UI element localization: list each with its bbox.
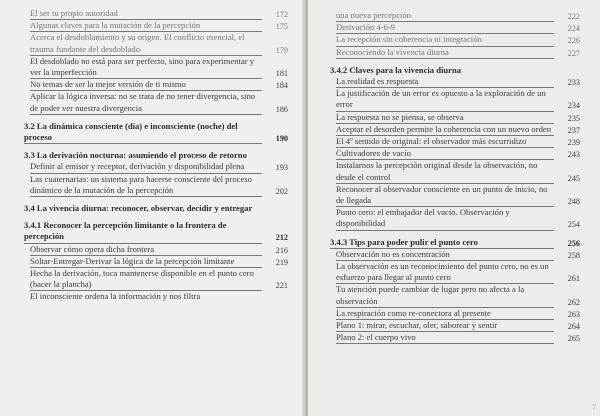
toc-entry (330, 22, 580, 34)
toc-entry (24, 8, 288, 20)
toc-page-number: 224 (567, 24, 580, 34)
toc-entry (24, 79, 288, 91)
toc-entry-title: Instalarnos la percepción original desde la observación, no desde el control (336, 160, 554, 183)
toc-page-number: 193 (275, 163, 288, 173)
toc-entry (24, 174, 288, 197)
toc-page-number: 234 (567, 101, 580, 111)
toc-heading (24, 150, 288, 161)
toc-heading (24, 121, 288, 144)
toc-page-number: 202 (275, 186, 288, 196)
toc-entry-title: Plano 1: mirar, escuchar, oler, saborear y sentir (336, 320, 554, 332)
toc-entry-title: Observación no es concentración (336, 249, 554, 261)
toc-entry-title: Algunas claves para la mutación de la percepción (30, 20, 262, 32)
toc-page-number: 186 (275, 104, 288, 114)
toc-page-number: 179 (275, 45, 288, 55)
toc-page-number: 175 (275, 22, 288, 32)
toc-heading (330, 65, 580, 76)
toc-page-number: 226 (567, 36, 580, 46)
toc-page-number: 239 (567, 138, 580, 148)
right-page (308, 0, 600, 416)
toc-entry-title: Aplicar la lógica inversa: no se trata de no tener divergencia, sino de poder ver nuestra divergencia (30, 91, 262, 114)
toc-page-number: 221 (275, 281, 288, 291)
toc-page-number: 264 (567, 322, 580, 332)
toc-entry-title: Cultivadores de vacío (336, 148, 554, 160)
toc-entry-title: Acerca el desdoblamiento y su origen. El conflicto esencial, el trauma fundante del desdoblado (30, 32, 262, 55)
toc-entry-title: El inconsciente ordena la información y nos filtra (30, 291, 201, 302)
toc-page-number: 243 (567, 150, 580, 160)
toc-entry-title: Aceptar el desorden permite la coherencia con un nuevo orden (336, 124, 554, 136)
toc-entry-title: 3.4.3 Tips para poder pulir el punto cero (330, 237, 554, 249)
toc-entry-title: Las cuaternarias: un sistema para hacerse consciente del proceso dinámico de la mutación de la percepción (30, 174, 262, 197)
toc-entry (330, 261, 580, 284)
toc-heading (330, 237, 580, 249)
toc-entry (330, 34, 580, 46)
toc-entry (330, 148, 580, 160)
toc-page-number: 254 (567, 220, 580, 230)
toc-page-number: 216 (275, 245, 288, 255)
toc-page-number: 222 (567, 12, 580, 21)
toc-entry-title: La respuesta no se piensa, se observa (336, 112, 554, 124)
toc-entry-title: Derivación 4-6-9 (336, 22, 554, 34)
toc-entry-title: Reconocer al observador consciente en un punto de inicio, no de llegada (336, 184, 554, 207)
toc-entry (330, 320, 580, 332)
toc-entry (330, 184, 580, 207)
toc-entry-title: El 4º sentido de original: el observador más escurridizo (336, 136, 554, 148)
toc-entry (24, 32, 288, 55)
toc-entry-title: La recepción sin coherencia ni integración (336, 34, 554, 46)
toc-entry (24, 161, 288, 173)
toc-entry-title: La realidad es respuesta (336, 76, 554, 88)
toc-entry-title: No temas de ser la mejor versión de ti mismo (30, 79, 262, 91)
toc-entry (24, 56, 288, 79)
toc-entry (330, 332, 580, 344)
toc-entry (24, 256, 288, 268)
toc-entry (24, 244, 288, 256)
toc-entry-title: Reconociendo la vivencia diurna (336, 47, 554, 59)
toc-page-number: 263 (567, 309, 580, 319)
toc-page-number: 235 (567, 113, 580, 123)
toc-page-number: 172 (275, 10, 288, 19)
toc-page-number: 261 (567, 274, 580, 284)
toc-page-number: 248 (567, 197, 580, 207)
toc-page-number: 219 (275, 257, 288, 267)
toc-entry-title: Observar cómo opera dicha frontera (30, 244, 262, 256)
toc-page-number: 184 (275, 81, 288, 91)
toc-entry-title: una nueva percepción (336, 10, 554, 22)
toc-entry-title: 3.3 La derivación nocturna: asumiendo el proceso de retorno (24, 150, 247, 161)
toc-entry (330, 47, 580, 59)
toc-entry-title: 3.4 La vivencia diurna: reconocer, observar, decidir y entregar (24, 203, 253, 214)
toc-entry-title: La observación es un reconocimiento del punto cero, no es un esfuerzo para llegar al punto cero (336, 261, 554, 284)
toc-page-number: 256 (567, 238, 580, 248)
toc-entry-title: El ser tu propio autoridad (30, 8, 262, 20)
toc-page-number: 265 (567, 334, 580, 344)
toc-page-number: 233 (567, 78, 580, 88)
toc-page-number: 237 (567, 125, 580, 135)
toc-entry-title: 3.4.1 Reconocer la percepción limitante o la frontera de percepción (24, 220, 262, 243)
toc-entry (24, 291, 288, 302)
right-toc-list (330, 10, 580, 344)
toc-entry (330, 249, 580, 261)
toc-page-number: 181 (275, 69, 288, 79)
toc-entry (24, 268, 288, 291)
toc-page-number: 262 (567, 297, 580, 307)
toc-entry (330, 284, 580, 307)
toc-entry-title: La justificación de un error es opuesto a la exploración de un error (336, 88, 554, 111)
corner-mark: 7 (592, 403, 596, 412)
toc-entry-title: 3.2 La dinámica consciente (día) e inconsciente (noche) del proceso (24, 121, 262, 144)
toc-entry-title: El desdoblado no está para ser perfecto, sino para experimentar y ver la imperfección (30, 56, 262, 79)
toc-entry (330, 124, 580, 136)
toc-entry-title: Soltar-Entregar-Derivar la lógica de la percepción limitante (30, 256, 262, 268)
toc-entry (330, 308, 580, 320)
toc-page-number: 258 (567, 250, 580, 260)
toc-entry (330, 207, 580, 230)
toc-page-number: 190 (275, 134, 288, 144)
toc-page-number: 227 (567, 48, 580, 58)
toc-entry-title: Hecha la derivación, toca mantenerse disponible en el punto cero (hacer la plancha) (30, 268, 262, 291)
toc-entry (24, 20, 288, 32)
left-toc-list (24, 8, 288, 303)
toc-entry-title: Definir al emisor y receptor, derivación y disponibilidad plena (30, 161, 262, 173)
toc-entry-title: 3.4.2 Claves para la vivencia diurna (330, 64, 462, 75)
toc-entry (330, 88, 580, 111)
toc-entry (330, 10, 580, 22)
toc-heading (24, 203, 288, 214)
toc-entry (24, 91, 288, 114)
toc-entry-title: La respiración como re-conectora al presente (336, 308, 554, 320)
toc-entry (330, 160, 580, 183)
toc-page-number: 212 (275, 233, 288, 243)
toc-entry-title: Punto cero: el embajador del vacío. Observación y disponibilidad (336, 207, 554, 230)
toc-entry (330, 136, 580, 148)
toc-entry (330, 112, 580, 124)
toc-heading (24, 220, 288, 243)
toc-entry-title: Tu atención puede cambiar de lugar pero no afecta a la observación (336, 284, 554, 307)
toc-page-number: 245 (567, 173, 580, 183)
toc-entry (330, 76, 580, 88)
toc-entry-title: Plano 2: el cuerpo vivo (336, 332, 554, 344)
